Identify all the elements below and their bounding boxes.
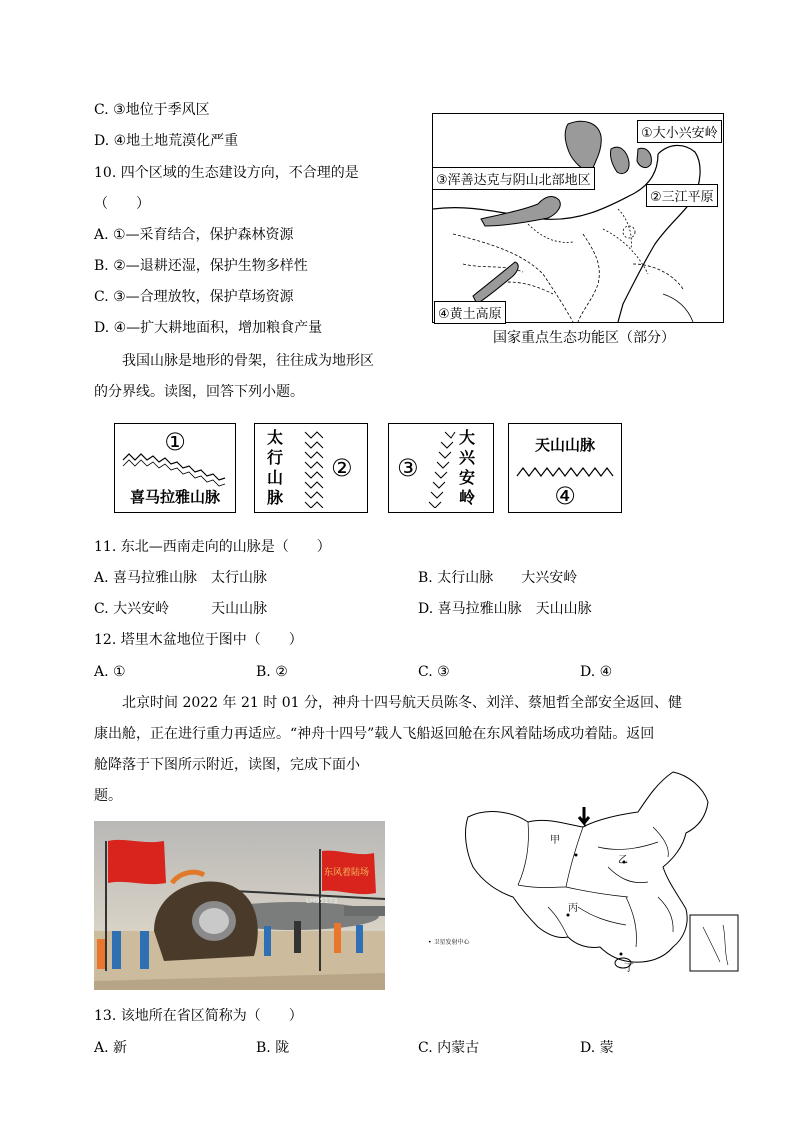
panel-3-number: ③ [397,454,419,482]
q10-option-c: C. ③—合理放牧，保护草场资源 [94,289,294,305]
q10-stem: 10. 四个区域的生态建设方向，不合理的是 [94,165,359,181]
map2-label-bing: 丙 [568,903,578,914]
map-label-greater-lesser-khingan: ①大小兴安岭 [637,120,722,143]
q12-option-d: D. ④ [580,664,613,680]
q12-option-a: A. ① [94,664,126,680]
passage-line2: 康出舱，正在进行重力再适应。“神舟十四号”载人飞船返回舱在东风着陆场成功着陆。返回 [94,726,655,742]
photo-helicopter-number: LH95173 [306,897,338,905]
passage-line3: 舱降落于下图所示附近，读图，完成下面小 [94,757,360,773]
q11-option-d: D. 喜马拉雅山脉 天山山脉 [418,601,592,617]
passage-line4: 题。 [94,788,122,804]
map2-label-yi: 乙 [618,855,628,866]
panel-2-char-3: 山 [267,468,284,487]
q10-option-d: D. ④—扩大耕地面积，增加粮食产量 [94,320,323,336]
china-map-drawing [458,767,743,975]
map-label-hunshandake: ③浑善达克与阴山北部地区 [432,167,595,190]
passage-line1: 北京时间 2022 年 21 时 01 分，神舟十四号航天员陈冬、刘洋、蔡旭哲全部安全返回、健 [122,695,682,711]
q13-stem: 13. 该地所在省区简称为（ ） [94,1008,303,1024]
map2-legend [428,937,469,946]
capsule-photo-drawing [94,821,385,990]
legend-dot-icon: • [428,939,432,946]
mountain-panel-3 [388,423,494,513]
q11-option-b: B. 太行山脉 大兴安岭 [418,570,578,586]
panel-3-char-4: 岭 [459,488,476,507]
panel-2-number: ② [331,454,353,482]
map-label-loess-plateau: ④黄土高原 [434,301,506,324]
eco-zone-map [432,113,724,323]
map2-label-jia: 甲 [550,835,560,846]
panel-2-mountain-symbol [301,428,331,508]
q13-option-c: C. 内蒙古 [418,1040,480,1056]
q11-option-c: C. 大兴安岭 天山山脉 [94,601,268,617]
map2-label-ding: 丁 [624,963,634,974]
panel-1-number: ① [164,428,186,456]
mountain-panel-2 [254,423,368,513]
eco-zone-map-caption: 国家重点生态功能区（部分） [493,330,675,346]
panel-2-char-4: 脉 [267,488,284,507]
map-label-sanjiang-plain: ②三江平原 [646,184,718,207]
q9-option-d: D. ④地土地荒漠化严重 [94,133,239,149]
legend-text: 卫星发射中心 [433,939,470,946]
q11-option-a: A. 喜马拉雅山脉 太行山脉 [94,570,268,586]
q13-option-d: D. 蒙 [580,1040,614,1056]
q10-option-b: B. ②—退耕还湿，保护生物多样性 [94,258,308,274]
china-outline-map [428,767,743,975]
mountains-intro-line2: 的分界线。读图，回答下列小题。 [94,384,304,400]
q12-stem: 12. 塔里木盆地位于图中（ ） [94,632,303,648]
eco-zone-map-drawing [433,114,723,322]
panel-3-char-3: 安 [459,468,476,487]
q10-paren: （ ） [94,196,150,212]
panel-3-char-2: 兴 [459,448,476,467]
q13-option-a: A. 新 [94,1040,128,1056]
q13-option-b: B. 陇 [256,1040,290,1056]
q12-option-b: B. ② [256,664,288,680]
q11-stem: 11. 东北—西南走向的山脉是（ ） [94,539,331,555]
q10-option-a: A. ①—采育结合，保护森林资源 [94,227,294,243]
photo-flag-text: 东风着陆场 [324,868,370,878]
panel-4-number: ④ [554,482,576,510]
panel-4-mountain-symbol [515,462,615,482]
panel-2-char-1: 太 [267,428,284,447]
mountains-intro-line1: 我国山脉是地形的骨架，往往成为地形区 [122,353,374,369]
panel-2-char-2: 行 [267,448,284,467]
panel-3-mountain-symbol [427,428,457,508]
q9-option-c: C. ③地位于季风区 [94,102,210,118]
panel-3-char-1: 大 [459,428,476,447]
mountain-panel-4 [508,423,622,513]
capsule-landing-photo [94,821,385,990]
panel-1-name: 喜马拉雅山脉 [129,488,220,506]
mountain-panel-1 [114,423,236,513]
panel-4-name: 天山山脉 [534,436,595,454]
q12-option-c: C. ③ [418,664,450,680]
